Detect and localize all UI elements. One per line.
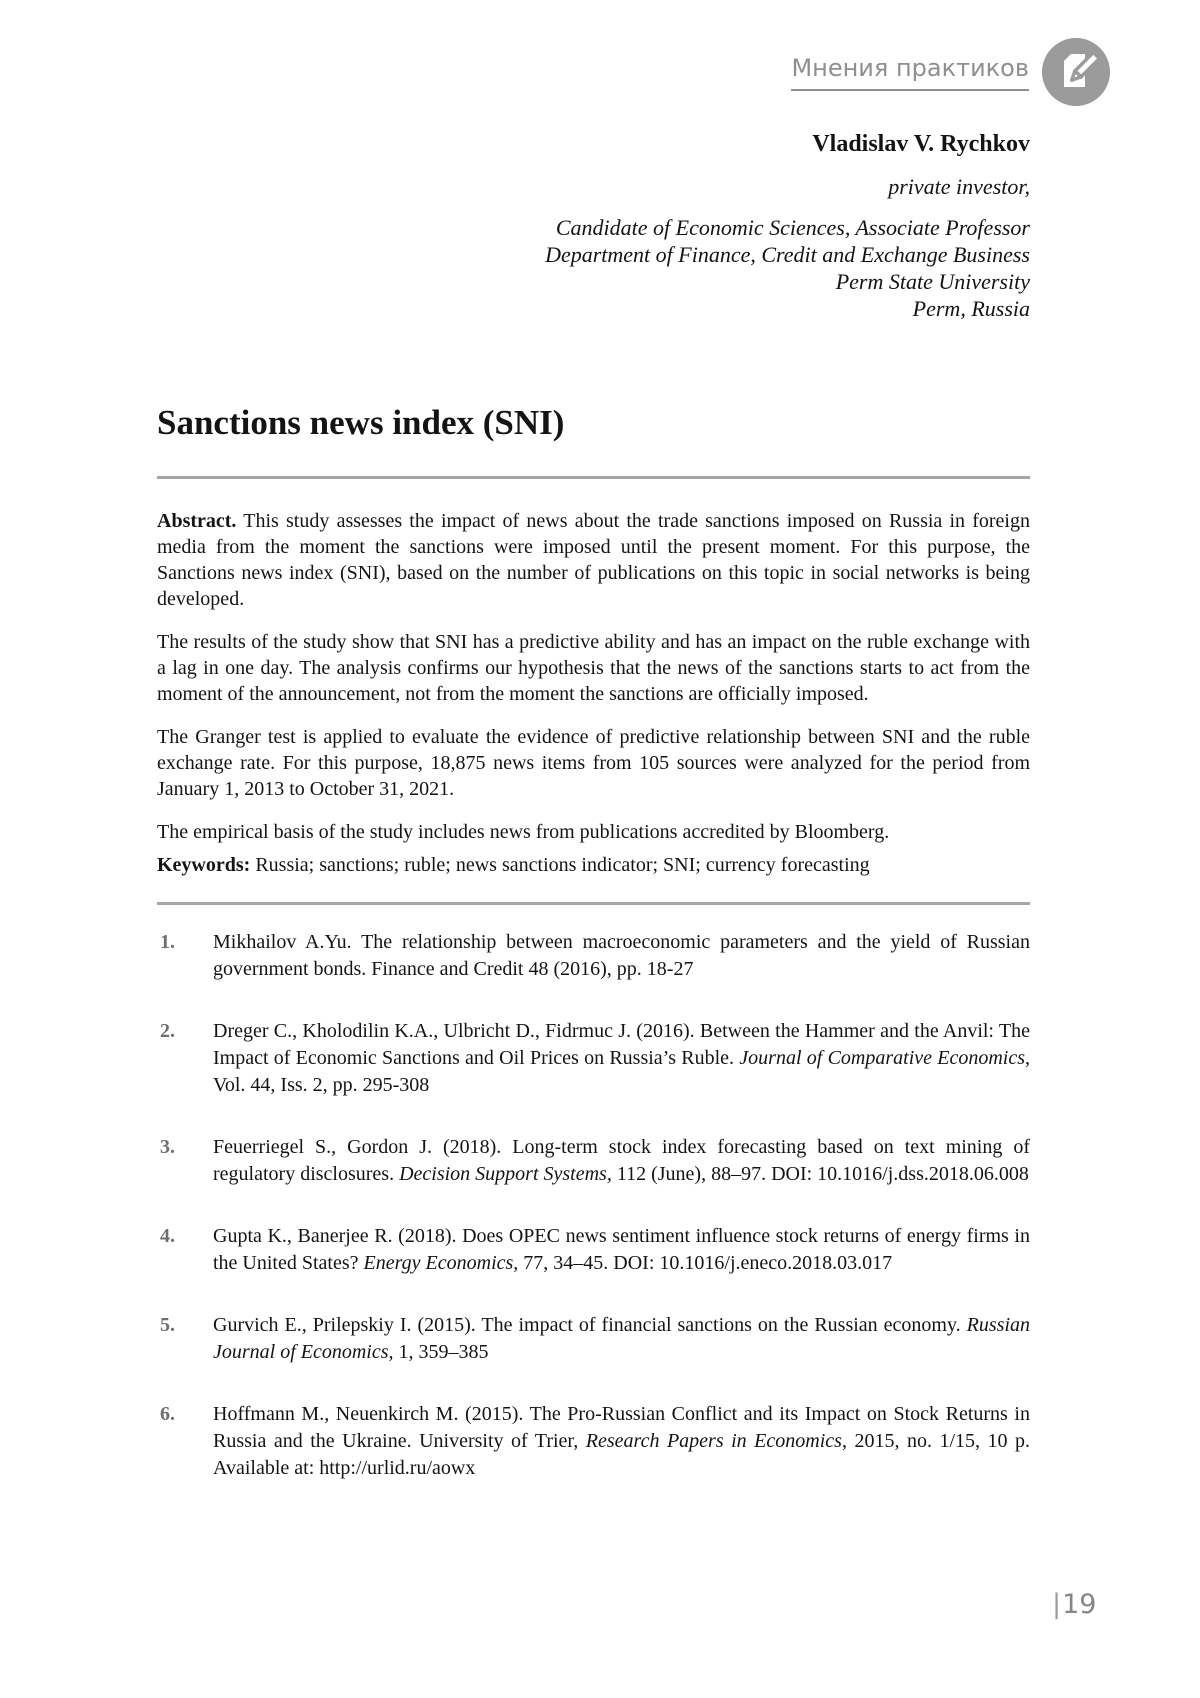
reference-number: 4.	[160, 1225, 175, 1247]
keywords-line: Keywords: Russia; sanctions; ruble; news sanctions indicator; SNI; currency forecasting	[157, 854, 870, 876]
reference-text: Gupta K., Banerjee R. (2018). Does OPEC news sentiment influence stock returns of energy firms in the United States? Energy Economics, 77, 34–45. DOI: 10.1016/j.eneco.2018.03.017	[213, 1225, 1030, 1274]
reference-number: 6.	[160, 1403, 175, 1425]
reference-number: 2.	[160, 1020, 175, 1042]
abstract-paragraph-4: The empirical basis of the study includes news from publications accredited by Bloomberg.	[157, 821, 890, 843]
references-list	[157, 929, 1030, 1482]
author-block	[157, 131, 1030, 322]
section-label: Мнения практиков	[791, 54, 1029, 91]
page-number-value: 19	[1062, 1589, 1097, 1620]
author-department: Department of Finance, Credit and Exchange Business	[545, 242, 1030, 267]
abstract-label: Abstract.	[157, 510, 237, 532]
reference-text: Mikhailov A.Yu. The relationship between macroeconomic parameters and the yield of Russian government bonds. Finance and Credit 48 (2016), pp. 18-27	[213, 931, 1030, 980]
reference-item	[157, 1312, 1030, 1366]
page-title: Sanctions news index (SNI)	[157, 403, 565, 442]
reference-item	[157, 929, 1030, 983]
reference-number: 1.	[160, 931, 175, 953]
abstract-section	[157, 508, 1030, 878]
author-city: Perm, Russia	[912, 296, 1030, 321]
divider-bottom	[157, 902, 1030, 905]
reference-text: Gurvich E., Prilepskiy I. (2015). The impact of financial sanctions on the Russian economy. Russian Journal of Economics, 1, 359–385	[213, 1314, 1030, 1363]
reference-item	[157, 1018, 1030, 1099]
author-university: Perm State University	[835, 269, 1030, 294]
reference-number: 5.	[160, 1314, 175, 1336]
reference-item	[157, 1223, 1030, 1277]
reference-number: 3.	[160, 1136, 175, 1158]
author-degrees: Candidate of Economic Sciences, Associate Professor	[555, 215, 1030, 240]
reference-text: Dreger C., Kholodilin K.A., Ulbricht D., Fidrmuc J. (2016). Between the Hammer and the Anvil: The Impact of Economic Sanctions and Oil Prices on Russia’s Ruble. Journal of Comparative Economics, Vol. 44, Iss. 2, pp. 295-308	[213, 1020, 1031, 1096]
author-role: private investor,	[888, 174, 1030, 199]
abstract-paragraph-2: The results of the study show that SNI has a predictive ability and has an impact on the ruble exchange with a lag in one day. The analysis confirms our hypothesis that the news of the sanctions starts to act from the moment of the announcement, not from the moment the sanctions are officially imposed.	[157, 631, 1030, 705]
page-number	[1052, 1588, 1096, 1622]
abstract-paragraph-1: Abstract. This study assesses the impact of news about the trade sanctions imposed on Russia in foreign media from the moment the sanctions were imposed until the present moment. For this purpose, the Sanctions news index (SNI), based on the number of publications on this topic in social networks is being developed.	[157, 510, 1030, 610]
main-column	[157, 403, 1030, 1517]
author-name: Vladislav V. Rychkov	[812, 131, 1030, 157]
reference-item	[157, 1401, 1030, 1482]
keywords-label: Keywords:	[157, 854, 251, 876]
reference-text: Feuerriegel S., Gordon J. (2018). Long-term stock index forecasting based on text mining of regulatory disclosures. Decision Support Systems, 112 (June), 88–97. DOI: 10.1016/j.dss.2018.06.008	[213, 1136, 1030, 1185]
reference-item	[157, 1134, 1030, 1188]
page-number-separator: |	[1052, 1589, 1062, 1620]
page-header	[157, 38, 1110, 106]
divider-top	[157, 476, 1030, 479]
abstract-paragraph-3: The Granger test is applied to evaluate the evidence of predictive relationship between SNI and the ruble exchange rate. For this purpose, 18,875 news items from 105 sources were analyzed for the period from January 1, 2013 to October 31, 2021.	[157, 726, 1030, 800]
reference-text: Hoffmann M., Neuenkirch M. (2015). The Pro-Russian Conflict and its Impact on Stock Returns in Russia and the Ukraine. University of Trier, Research Papers in Economics, 2015, no. 1/15, 10 p. Available at: http://urlid.ru/aowx	[213, 1403, 1030, 1479]
note-edit-icon	[1042, 38, 1110, 106]
